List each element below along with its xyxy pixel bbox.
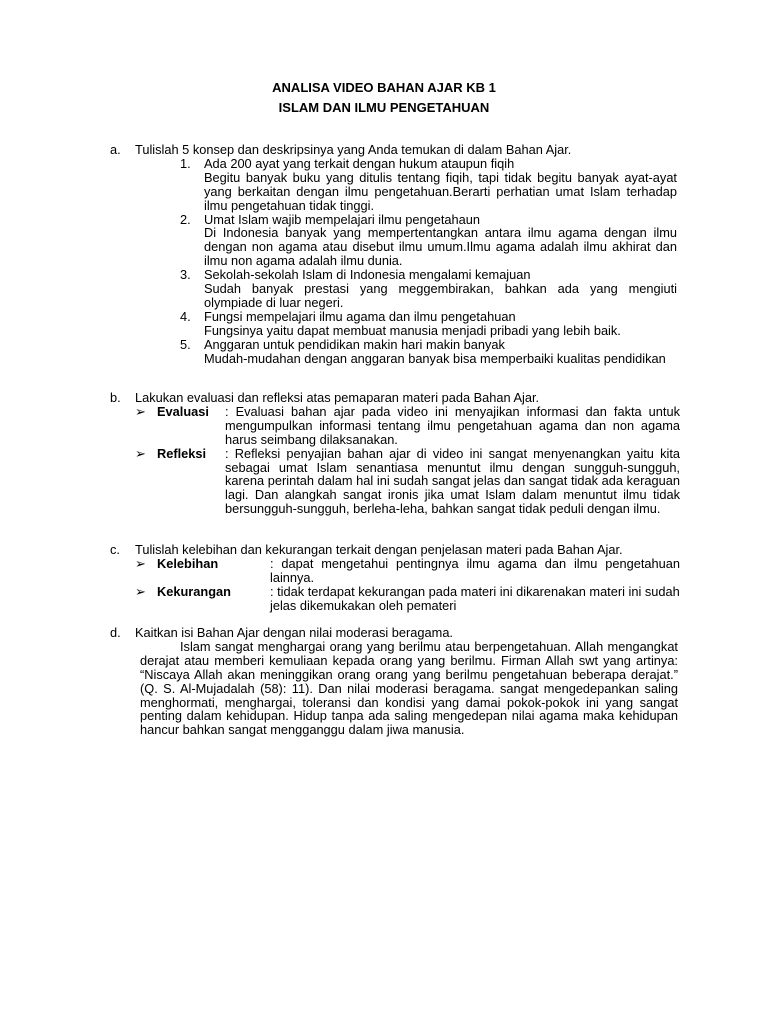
- section-letter: d.: [110, 625, 121, 640]
- document-subtitle: ISLAM DAN ILMU PENGETAHUAN: [278, 100, 490, 115]
- bullet-text: : tidak terdapat kekurangan pada materi ini dikarenakan materi ini sudah jelas dikemukakan oleh pemateri: [270, 583, 680, 613]
- section-a: [110, 143, 680, 366]
- section-b-question: [110, 391, 680, 405]
- list-item: [180, 268, 677, 310]
- bullet-label: Kekurangan: [157, 583, 231, 599]
- bullet-text: : Refleksi penyajian bahan ajar di video ini sangat menyenangkan yaitu kita sebagai umat Islam senantiasa menuntut ilmu dengan sungguh-sungguh, karena perintah dalam hal ini sudah sangat jelas dan sangat tidak ada keraguan lagi. Dan alangkah sangat ironis jika umat Islam dalam menuntut ilmu tidak bersungguh-sungguh, berleha-leha, bahkan sangat tidak peduli dengan ilmu.: [225, 445, 680, 517]
- section-b: [110, 391, 680, 516]
- bullet-label: Kelebihan: [157, 555, 219, 571]
- bullet-item-kekurangan: [135, 585, 680, 613]
- section-letter: c.: [110, 542, 120, 557]
- section-letter: a.: [110, 142, 121, 157]
- bullet-text: : Evaluasi bahan ajar pada video ini menyajikan informasi dan fakta untuk mengumpulkan informasi tentang ilmu pengetahuan agama dan non agama harus seimbang dilaksanakan.: [225, 403, 680, 447]
- item-number: 3.: [180, 267, 191, 283]
- arrow-bullet-icon: ➢: [135, 403, 146, 419]
- section-c: [110, 543, 680, 613]
- document-title: ANALISA VIDEO BAHAN AJAR KB 1: [272, 80, 496, 95]
- arrow-bullet-icon: ➢: [135, 583, 146, 599]
- item-heading: Anggaran untuk pendidikan makin hari makin banyak: [204, 336, 505, 352]
- item-description: Sudah banyak prestasi yang meggembirakan, bahkan ada yang mengiuti olympiade di luar negeri.: [204, 281, 677, 310]
- section-letter: b.: [110, 390, 121, 405]
- item-heading: Fungsi mempelajari ilmu agama dan ilmu pengetahuan: [204, 308, 516, 324]
- item-number: 4.: [180, 308, 191, 324]
- item-number: 1.: [180, 155, 191, 171]
- question-text: Tulislah 5 konsep dan deskripsinya yang Anda temukan di dalam Bahan Ajar.: [135, 142, 572, 157]
- item-heading: Umat Islam wajib mempelajari ilmu pengetahaun: [204, 211, 480, 227]
- item-number: 2.: [180, 211, 191, 227]
- bullet-item-refleksi: [135, 447, 680, 517]
- item-description: Fungsinya yaitu dapat membuat manusia menjadi pribadi yang lebih baik.: [204, 322, 621, 338]
- item-number: 5.: [180, 336, 191, 352]
- arrow-bullet-icon: ➢: [135, 555, 146, 571]
- pros-cons-list: [135, 557, 680, 613]
- arrow-bullet-icon: ➢: [135, 445, 146, 461]
- list-item: [180, 213, 677, 269]
- section-c-question: [110, 543, 680, 557]
- concept-list: [180, 157, 677, 366]
- bullet-text: : dapat mengetahui pentingnya ilmu agama dan ilmu pengetahuan lainnya.: [270, 555, 680, 585]
- section-d: [110, 626, 680, 737]
- section-d-question: [110, 626, 680, 640]
- bullet-label: Evaluasi: [157, 403, 209, 419]
- list-item: [180, 310, 677, 338]
- question-text: Lakukan evaluasi dan refleksi atas pemaparan materi pada Bahan Ajar.: [135, 390, 540, 405]
- bullet-label: Refleksi: [157, 445, 207, 461]
- list-item: [180, 338, 677, 366]
- item-heading: Sekolah-sekolah Islam di Indonesia mengalami kemajuan: [204, 267, 531, 283]
- list-item: [180, 157, 677, 213]
- moderation-paragraph: Islam sangat menghargai orang yang berilmu atau berpengetahuan. Allah mengangkat derajat atau memberi kemuliaan kepada orang yang berilmu. Firman Allah swt yang artinya: “Niscaya Allah akan meninggikan orang orang yang berilmu pengetahuan beberapa derajat.” (Q. S. Al-Mujadalah (58): 11). Dan nilai moderasi beragama. sangat mengedepankan saling menghormati, menghargai, toleransi dan kondisi yang damai pokok-pokok ini yang sangat penting dalam kehidupan. Hidup tanpa ada saling mengedepan nilai agama maka kehidupan hancur bahkan sangat mengganggu dalam jiwa manusia.: [140, 638, 678, 738]
- item-description: Di Indonesia banyak yang mempertentangkan antara ilmu agama dengan ilmu dengan non agama atau disebut ilmu umum.Ilmu agama adalah ilmu akhirat dan ilmu non agama adalah ilmu dunia.: [204, 225, 677, 269]
- item-description: Begitu banyak buku yang ditulis tentang fiqih, tapi tidak begitu banyak ayat-ayat yang berkaitan dengan ilmu pengetahuan.Berarti perhatian umat Islam terhadap ilmu pengetahuan tidak tinggi.: [204, 169, 677, 213]
- evaluation-list: [135, 405, 680, 516]
- question-text: Kaitkan isi Bahan Ajar dengan nilai moderasi beragama.: [135, 625, 453, 640]
- item-description: Mudah-mudahan dengan anggaran banyak bisa memperbaiki kualitas pendidikan: [204, 350, 666, 366]
- question-text: Tulislah kelebihan dan kekurangan terkait dengan penjelasan materi pada Bahan Ajar.: [135, 542, 623, 557]
- item-heading: Ada 200 ayat yang terkait dengan hukum ataupun fiqih: [204, 155, 515, 171]
- section-a-question: [110, 143, 680, 157]
- bullet-item-kelebihan: [135, 557, 680, 585]
- bullet-item-evaluasi: [135, 405, 680, 447]
